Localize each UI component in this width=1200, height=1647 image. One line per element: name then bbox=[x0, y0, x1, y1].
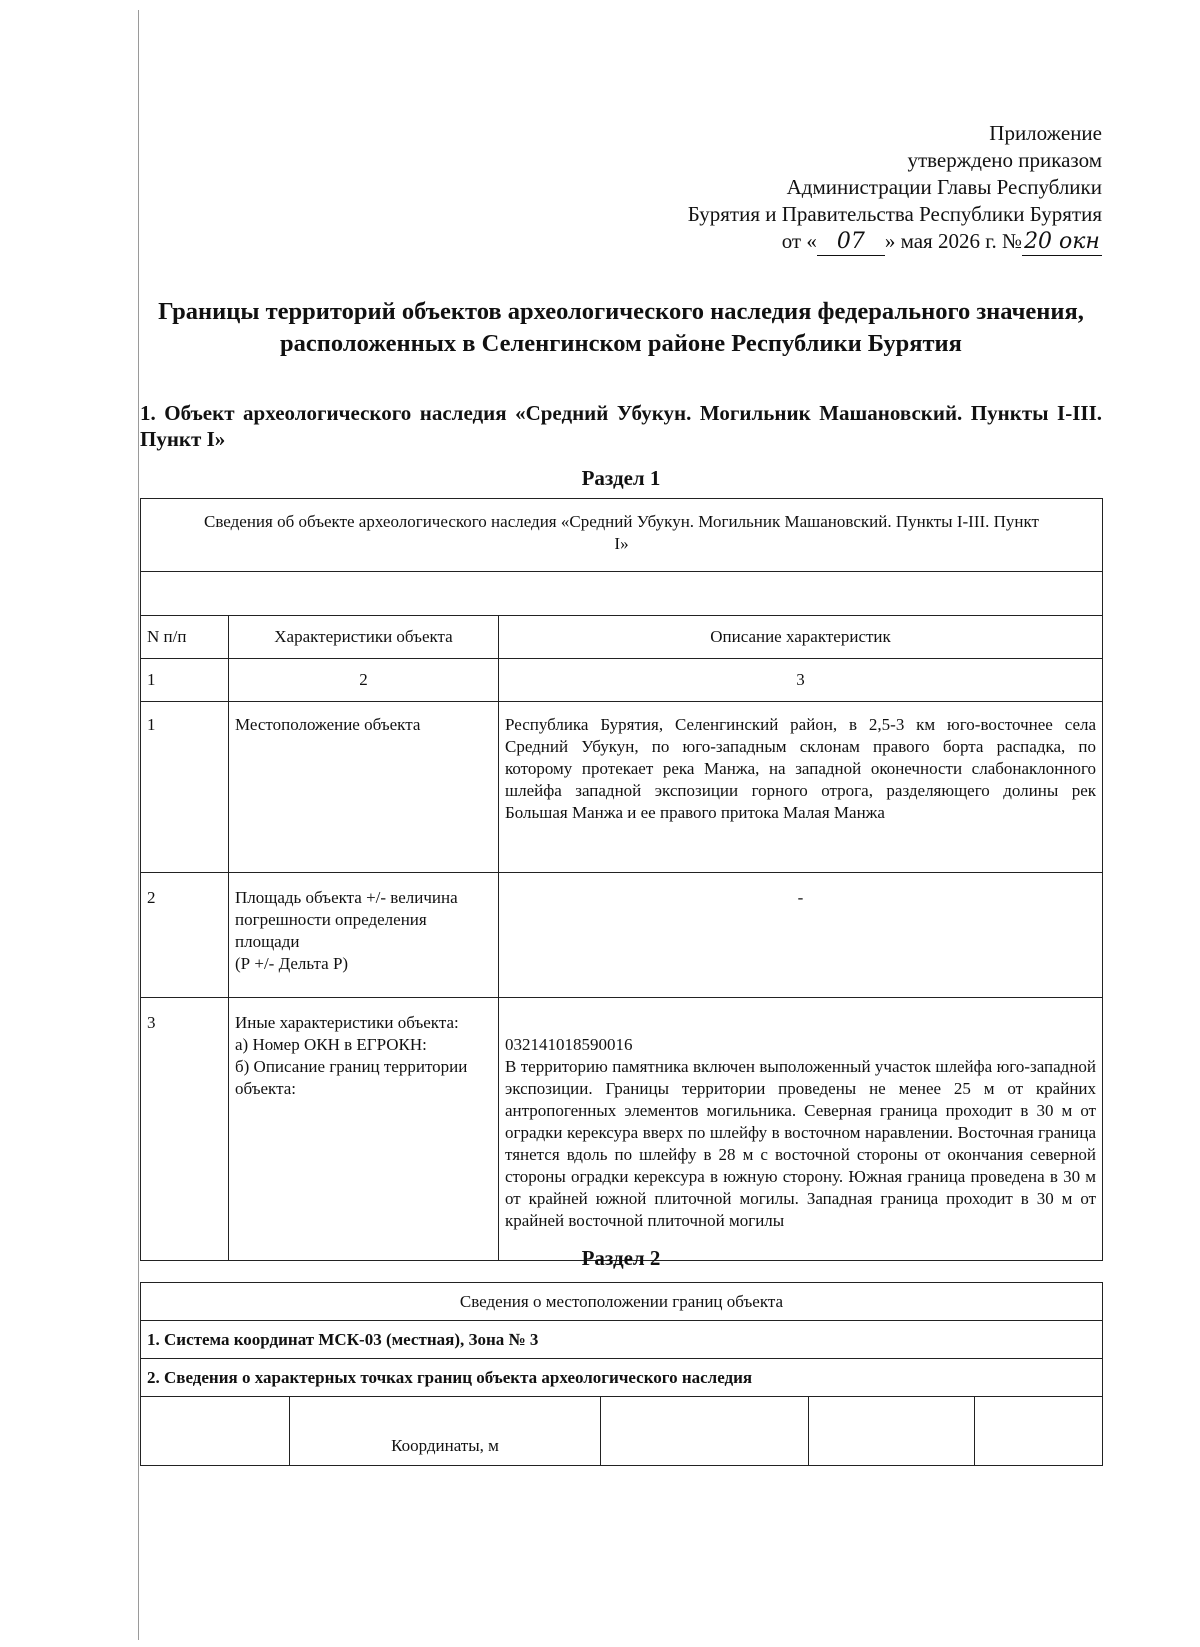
row-characteristic-cell bbox=[229, 873, 499, 998]
approval-line-4: Бурятия и Правительства Республики Бурятия bbox=[687, 202, 1102, 226]
row-sub-b: б) Описание границ территории объекта: bbox=[235, 1057, 468, 1098]
row-description: В территорию памятника включен выположенный участок шлейфа юго-западной экспозиции. Границы территории проведены не менее 25 м от крайних антропогенных элементов могильника. Северная граница проходит в 30 м от оградки керексура вверх по шлейфу в восточном наравлении. Восточная граница тянется вдоль по шлейфу в 28 м с восточной стороны от окончания северной стороны оградки керексура в южную сторону. Южная граница проведена в 30 м от крайней южной плиточной могилы. Западная граница проходит в 30 м от крайней восточной плиточной могилы bbox=[505, 1057, 1097, 1230]
table-row bbox=[141, 702, 1103, 873]
row-characteristic: Площадь объекта +/- величина погрешности определения площади bbox=[235, 888, 458, 951]
table-row bbox=[141, 873, 1103, 998]
document-title: Границы территорий объектов археологического наследия федерального значения, расположенных в Селенгинском районе Республики Бурятия bbox=[158, 298, 1084, 357]
col-number-1: 1 bbox=[141, 659, 229, 702]
coord-header-row bbox=[141, 1397, 1103, 1466]
row-characteristic: Местоположение объекта bbox=[229, 702, 499, 873]
row-num: 1 bbox=[141, 702, 229, 873]
section-2-table bbox=[140, 1282, 1103, 1466]
col-number-3: 3 bbox=[499, 659, 1103, 702]
table-header-row bbox=[141, 616, 1103, 659]
coord-system: 1. Система координат МСК-03 (местная), Зона № 3 bbox=[141, 1321, 1103, 1359]
row-characteristic-note: (Р +/- Дельта Р) bbox=[235, 954, 349, 973]
section-1-caption: Сведения об объекте археологического наследия «Средний Убукун. Могильник Машановский. Пункты I-III. Пункт I» bbox=[141, 499, 1103, 572]
approval-date-line bbox=[688, 228, 1102, 256]
empty-row bbox=[141, 572, 1103, 616]
order-number-handwritten: 20 окн bbox=[1024, 229, 1100, 254]
coord-header: Координаты, м bbox=[290, 1397, 601, 1466]
col-header-description: Описание характеристик bbox=[499, 616, 1103, 659]
approval-line-3: Администрации Главы Республики bbox=[786, 175, 1102, 199]
coord-system-row bbox=[141, 1321, 1103, 1359]
date-day-handwritten: 07 bbox=[836, 229, 865, 254]
date-day-field bbox=[817, 228, 885, 256]
points-heading: 2. Сведения о характерных точках границ объекта археологического наследия bbox=[141, 1359, 1103, 1397]
column-number-row bbox=[141, 659, 1103, 702]
section-2-caption-row bbox=[141, 1283, 1103, 1321]
row-characteristic-cell bbox=[229, 998, 499, 1261]
date-prefix: от « bbox=[781, 229, 817, 253]
approval-block bbox=[688, 120, 1102, 256]
col-number-2: 2 bbox=[229, 659, 499, 702]
row-sub-a: а) Номер ОКН в ЕГРОКН: bbox=[235, 1035, 427, 1054]
order-number-field bbox=[1022, 228, 1102, 256]
section-2-label: Раздел 2 bbox=[581, 1246, 661, 1270]
page-margin-line bbox=[138, 10, 139, 1640]
approval-line-1: Приложение bbox=[989, 121, 1102, 145]
row-num: 2 bbox=[141, 873, 229, 998]
col-header-num: N п/п bbox=[141, 616, 229, 659]
approval-line-2: утверждено приказом bbox=[907, 148, 1102, 172]
object-heading: 1. Объект археологического наследия «Средний Убукун. Могильник Машановский. Пункты I-III. Пункт I» bbox=[140, 401, 1102, 451]
section-1-label: Раздел 1 bbox=[581, 466, 661, 490]
section-1-table bbox=[140, 498, 1103, 1261]
section-1-caption-row bbox=[141, 499, 1103, 572]
okn-number: 032141018590016 bbox=[505, 1035, 633, 1054]
row-characteristic: Иные характеристики объекта: bbox=[235, 1013, 459, 1032]
row-description: Республика Бурятия, Селенгинский район, в 2,5-3 км юго-восточнее села Средний Убукун, по юго-западным склонам правого борта распадка, по которому протекает река Манжа, на западной оконечности слабонаклонного шлейфа западной экспозиции горного отрога, разделяющего долины рек Большая Манжа и ее правого притока Малая Манжа bbox=[499, 702, 1103, 873]
row-description: - bbox=[499, 873, 1103, 998]
row-description-cell bbox=[499, 998, 1103, 1261]
row-num: 3 bbox=[141, 998, 229, 1261]
col-header-characteristic: Характеристики объекта bbox=[229, 616, 499, 659]
date-middle: » мая 2026 г. № bbox=[884, 229, 1022, 253]
section-2-caption: Сведения о местоположении границ объекта bbox=[141, 1283, 1103, 1321]
table-row bbox=[141, 998, 1103, 1261]
points-heading-row bbox=[141, 1359, 1103, 1397]
